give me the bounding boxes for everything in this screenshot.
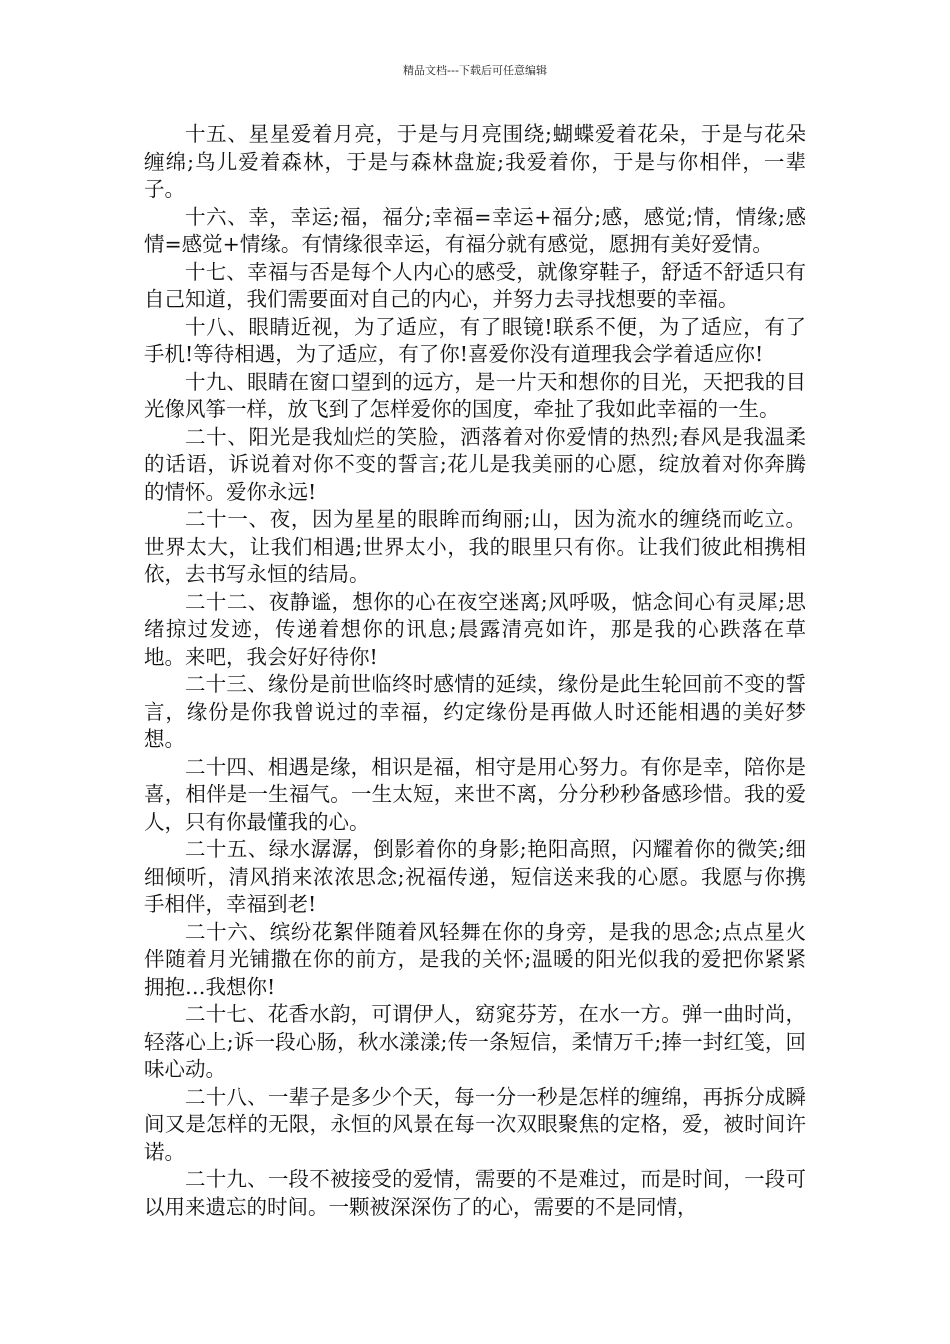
document-body [144, 121, 806, 1221]
paragraph-15: 十五、星星爱着月亮，于是与月亮围绕;蝴蝶爱着花朵，于是与花朵缠绵;鸟儿爱着森林，于是与森林盘旋;我爱着你，于是与你相伴，一辈子。 [144, 122, 806, 201]
paragraph-18: 十八、眼睛近视，为了适应，有了眼镜!联系不便，为了适应，有了手机!等待相遇，为了适应，有了你!喜爱你没有道理我会学着适应你! [144, 314, 806, 366]
paragraph-16: 十六、幸，幸运;福，福分;幸福=幸运+福分;感，感觉;情，情缘;感情=感觉+情缘。有情缘很幸运，有福分就有感觉，愿拥有美好爱情。 [144, 204, 806, 256]
paragraph-25: 二十五、绿水潺潺，倒影着你的身影;艳阳高照，闪耀着你的微笑;细细倾听，清风捎来浓浓思念;祝福传递，短信送来我的心愿。我愿与你携手相伴，幸福到老! [144, 837, 806, 916]
paragraph-29: 二十九、一段不被接受的爱情，需要的不是难过，而是时间，一段可以用来遗忘的时间。一颗被深深伤了的心，需要的不是同情， [144, 1167, 806, 1219]
paragraph-23: 二十三、缘份是前世临终时感情的延续，缘份是此生轮回前不变的誓言，缘份是你我曾说过的幸福，约定缘份是再做人时还能相遇的美好梦想。 [144, 672, 806, 751]
paragraph-21: 二十一、夜，因为星星的眼眸而绚丽;山，因为流水的缠绕而屹立。世界太大，让我们相遇;世界太小，我的眼里只有你。让我们彼此相携相依，去书写永恒的结局。 [144, 507, 806, 586]
paragraph-28: 二十八、一辈子是多少个天，每一分一秒是怎样的缠绵，再拆分成瞬间又是怎样的无限，永恒的风景在每一次双眼聚焦的定格，爱，被时间许诺。 [144, 1084, 806, 1164]
paragraph-24: 二十四、相遇是缘，相识是福，相守是用心努力。有你是幸，陪你是喜，相伴是一生福气。一生太短，来世不离，分分秒秒备感珍惜。我的爱人，只有你最懂我的心。 [144, 754, 806, 834]
paragraph-20: 二十、阳光是我灿烂的笑脸，洒落着对你爱情的热烈;春风是我温柔的话语，诉说着对你不变的誓言;花儿是我美丽的心愿，绽放着对你奔腾的情怀。爱你永远! [144, 424, 806, 504]
paragraph-17: 十七、幸福与否是每个人内心的感受，就像穿鞋子，舒适不舒适只有自己知道，我们需要面对自己的内心，并努力去寻找想要的幸福。 [144, 259, 806, 311]
paragraph-19: 十九、眼睛在窗口望到的远方，是一片天和想你的目光，天把我的目光像风筝一样，放飞到了怎样爱你的国度，牵扯了我如此幸福的一生。 [144, 369, 806, 421]
paragraph-27: 二十七、花香水韵，可谓伊人，窈窕芬芳，在水一方。弹一曲时尚，轻落心上;诉一段心肠，秋水漾漾;传一条短信，柔情万千;捧一封红笺，回味心动。 [144, 1002, 806, 1081]
paragraph-26: 二十六、缤纷花絮伴随着风轻舞在你的身旁，是我的思念;点点星火伴随着月光铺撒在你的前方，是我的关怀;温暖的阳光似我的爱把你紧紧拥抱…我想你! [144, 919, 806, 999]
paragraph-22: 二十二、夜静谧，想你的心在夜空迷离;风呼吸，惦念间心有灵犀;思绪掠过发迹，传递着想你的讯息;晨露清亮如许，那是我的心跌落在草地。来吧，我会好好待你! [144, 589, 806, 669]
page-header: 精品文档---下载后可任意编辑 [403, 64, 547, 77]
